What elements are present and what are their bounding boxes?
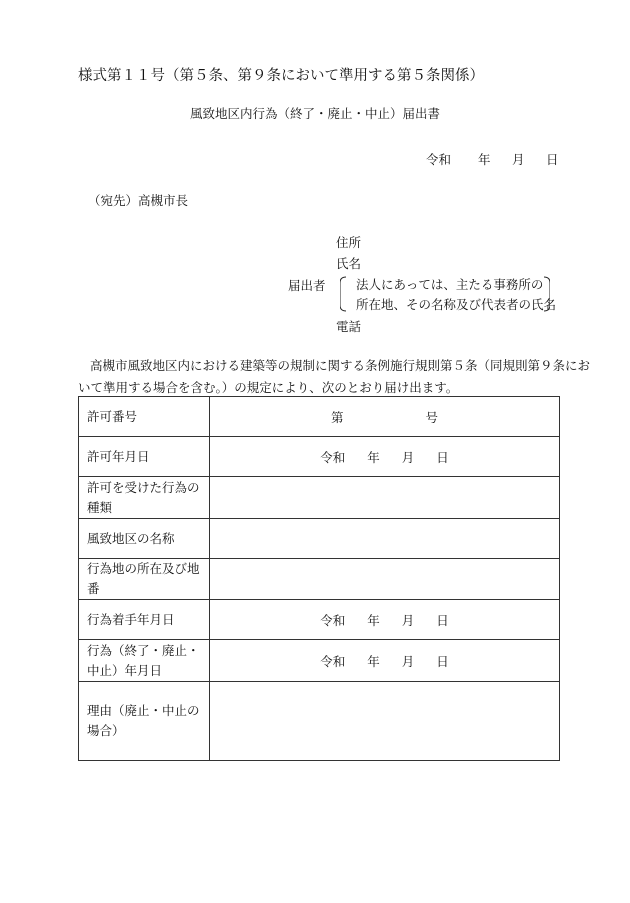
era-text: 令和 [320,612,346,628]
form-number: 様式第１１号（第５条、第９条において準用する第５条関係） [78,68,484,84]
document-title: 風致地区内行為（終了・廃止・中止）届出書 [189,106,440,121]
reason-label: 理由（廃止・中止の場合） [79,682,210,761]
permitted-act-type-label: 許可を受けた行為の種類 [79,477,210,519]
phone-label: 電話 [336,319,362,334]
table-row [79,477,560,519]
district-name-field[interactable] [210,519,560,559]
permit-number-dai: 第 [330,409,344,425]
date-day: 日 [546,152,559,167]
location-label: 行為地の所在及び地番 [79,559,210,600]
corporation-note [340,276,557,312]
location-field[interactable] [210,559,560,600]
end-date-label: 行為（終了・廃止・中止）年月日 [79,640,210,682]
corporation-note-line1: 法人にあっては、主たる事務所の [356,277,544,292]
permit-number-field[interactable] [210,397,560,437]
date-year: 年 [478,152,491,167]
month-text: 月 [401,653,415,669]
declaration-line2: いて準用する場合を含む。）の規定により、次のとおり届け出ます。 [78,380,459,395]
addressee: （宛先）高槻市長 [88,193,189,208]
table-row [79,397,560,437]
month-text: 月 [401,612,415,628]
day-text: 日 [436,449,449,465]
start-date-field[interactable] [210,600,560,640]
name-label: 氏名 [336,256,362,271]
start-date-label: 行為着手年月日 [79,600,210,640]
notification-table [78,396,560,761]
corporation-note-line2: 所在地、その名称及び代表者の氏名 [356,297,557,312]
table-row [79,682,560,761]
table-row [79,519,560,559]
declaration-text [78,355,591,399]
district-name-label: 風致地区の名称 [79,519,210,559]
month-text: 月 [401,449,415,465]
notifier-label: 届出者 [288,278,326,293]
table-row [79,559,560,600]
year-text: 年 [367,653,380,669]
table-row [79,437,560,477]
era-text: 令和 [320,449,346,465]
permit-number-go: 号 [425,409,439,425]
year-text: 年 [367,449,380,465]
permitted-act-type-field[interactable] [210,477,560,519]
table-row [79,640,560,682]
end-date-field[interactable] [210,640,560,682]
declaration-line1: 高槻市風致地区内における建築等の規制に関する条例施行規則第５条（同規則第９条にお [90,358,591,373]
address-label: 住所 [336,235,362,250]
permit-number-label: 許可番号 [79,397,210,437]
table-row [79,600,560,640]
date-era: 令和 [426,152,452,167]
day-text: 日 [436,653,449,669]
era-text: 令和 [320,653,346,669]
reason-field[interactable] [210,682,560,761]
day-text: 日 [436,612,449,628]
date-month: 月 [512,152,525,167]
permit-date-field[interactable] [210,437,560,477]
year-text: 年 [367,612,380,628]
permit-date-label: 許可年月日 [79,437,210,477]
